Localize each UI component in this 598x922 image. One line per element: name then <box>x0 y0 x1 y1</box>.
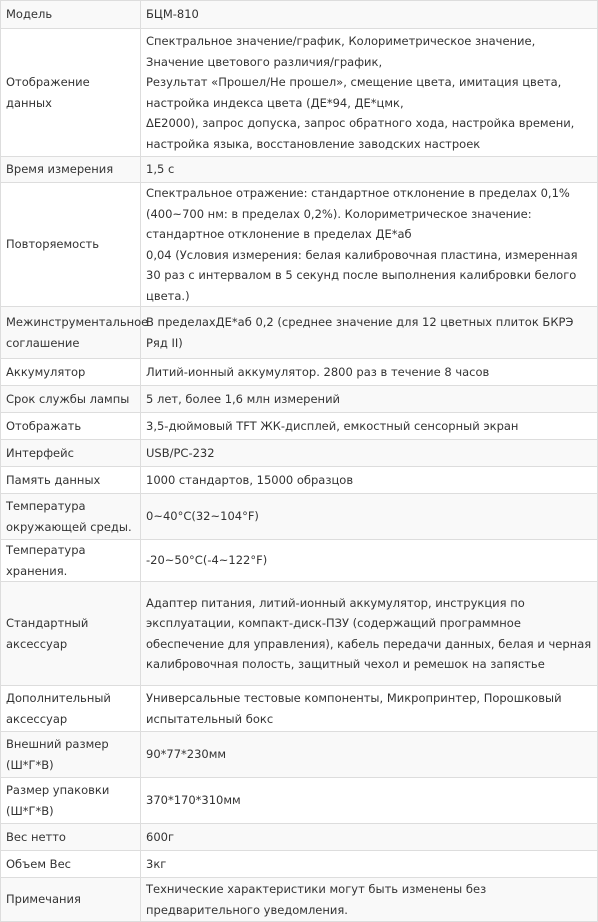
spec-row <box>1 686 598 732</box>
spec-value-line: -20~50°C(-4~122°F) <box>146 553 268 568</box>
spec-row <box>1 878 598 922</box>
spec-label: Внешний размер (Ш*Г*В) <box>1 732 141 778</box>
spec-row <box>1 778 598 824</box>
spec-label: Отображение данных <box>1 29 141 157</box>
spec-value-line: Спектральное значение/график, Колориметрическое значение, Значение цветового различия/график, <box>146 34 536 69</box>
spec-value <box>141 467 598 494</box>
spec-value-line: 0,04 (Условия измерения: белая калибровочная пластина, измеренная 30 раз с интервалом в 5 секунд после выполнения калибровки белого цвета.) <box>146 247 578 303</box>
spec-value-line: Адаптер питания, литий-ионный аккумулятор, инструкция по эксплуатации, компакт-диск-ПЗУ (содержащий программное обеспечение для управления), кабель передачи данных, белая и черная калибровочная полость, защитный чехол и ремешок на запястье <box>146 595 592 671</box>
spec-value <box>141 686 598 732</box>
spec-row <box>1 1 598 29</box>
spec-label: Вес нетто <box>1 824 141 851</box>
spec-value <box>141 582 598 686</box>
spec-label: Интерфейс <box>1 440 141 467</box>
spec-row <box>1 359 598 386</box>
spec-value-line: 600г <box>146 829 174 844</box>
spec-table-body <box>1 1 598 922</box>
spec-value-line: Литий-ионный аккумулятор. 2800 раз в течение 8 часов <box>146 364 490 379</box>
spec-row <box>1 440 598 467</box>
spec-row <box>1 824 598 851</box>
spec-value <box>141 413 598 440</box>
spec-row <box>1 386 598 413</box>
spec-label: Размер упаковки (Ш*Г*В) <box>1 778 141 824</box>
spec-label: Время измерения <box>1 157 141 183</box>
spec-value <box>141 29 598 157</box>
spec-label: Аккумулятор <box>1 359 141 386</box>
spec-value <box>141 359 598 386</box>
spec-value-line: Универсальные тестовые компоненты, Микропринтер, Порошковый испытательный бокс <box>146 691 562 726</box>
spec-value-line: ΔE2000), запрос допуска, запрос обратного хода, настройка времени, настройка языка, восстановление заводских настроек <box>146 116 575 151</box>
spec-value-line: 3,5-дюймовый TFT ЖК-дисплей, емкостный сенсорный экран <box>146 418 519 433</box>
spec-row <box>1 582 598 686</box>
spec-value <box>141 1 598 29</box>
spec-label: Отображать <box>1 413 141 440</box>
spec-row <box>1 540 598 582</box>
spec-value <box>141 494 598 540</box>
spec-label: Температура хранения. <box>1 540 141 582</box>
spec-value <box>141 540 598 582</box>
spec-value-line: Спектральное отражение: стандартное отклонение в пределах 0,1% (400~700 нм: в пределах 0,2%). Колориметрическое значение: стандартное отклонение в пределах ДЕ*аб <box>146 186 570 241</box>
spec-value <box>141 157 598 183</box>
spec-value-line: 1,5 с <box>146 162 175 177</box>
spec-label: Срок службы лампы <box>1 386 141 413</box>
spec-value <box>141 183 598 307</box>
spec-value-line: 5 лет, более 1,6 млн измерений <box>146 391 341 406</box>
spec-value-line: 90*77*230мм <box>146 747 227 762</box>
spec-value <box>141 851 598 878</box>
spec-row <box>1 157 598 183</box>
spec-value <box>141 440 598 467</box>
spec-row <box>1 29 598 157</box>
spec-value-line: 3кг <box>146 856 167 871</box>
spec-label: Межинструментальное соглашение <box>1 307 141 359</box>
spec-row <box>1 467 598 494</box>
spec-row <box>1 307 598 359</box>
spec-value-line: Технические характеристики могут быть изменены без предварительного уведомления. <box>146 882 487 917</box>
spec-label: Модель <box>1 1 141 29</box>
spec-value <box>141 386 598 413</box>
spec-value-line: 1000 стандартов, 15000 образцов <box>146 472 354 487</box>
spec-label: Память данных <box>1 467 141 494</box>
spec-row <box>1 851 598 878</box>
spec-value-line: 370*170*310мм <box>146 793 241 808</box>
spec-value-line: БЦМ-810 <box>146 7 199 22</box>
spec-value-line: В пределахДЕ*аб 0,2 (среднее значение для 12 цветных плиток БКРЭ Ряд II) <box>146 315 574 350</box>
spec-value <box>141 778 598 824</box>
spec-value <box>141 824 598 851</box>
spec-label: Объем Вес <box>1 851 141 878</box>
spec-row <box>1 183 598 307</box>
spec-value <box>141 732 598 778</box>
spec-row <box>1 494 598 540</box>
spec-label: Температура окружающей среды. <box>1 494 141 540</box>
spec-row <box>1 732 598 778</box>
spec-row <box>1 413 598 440</box>
spec-value-line: Результат «Прошел/Не прошел», смещение цвета, имитация цвета, настройка индекса цвета (ДЕ*94, ДЕ*цмк, <box>146 75 562 110</box>
spec-label: Стандартный аксессуар <box>1 582 141 686</box>
spec-value-line: USB/PC-232 <box>146 445 215 460</box>
spec-value-line: 0~40°C(32~104°F) <box>146 509 259 524</box>
spec-value <box>141 307 598 359</box>
spec-label: Примечания <box>1 878 141 922</box>
spec-label: Дополнительный аксессуар <box>1 686 141 732</box>
spec-label: Повторяемость <box>1 183 141 307</box>
spec-value <box>141 878 598 922</box>
